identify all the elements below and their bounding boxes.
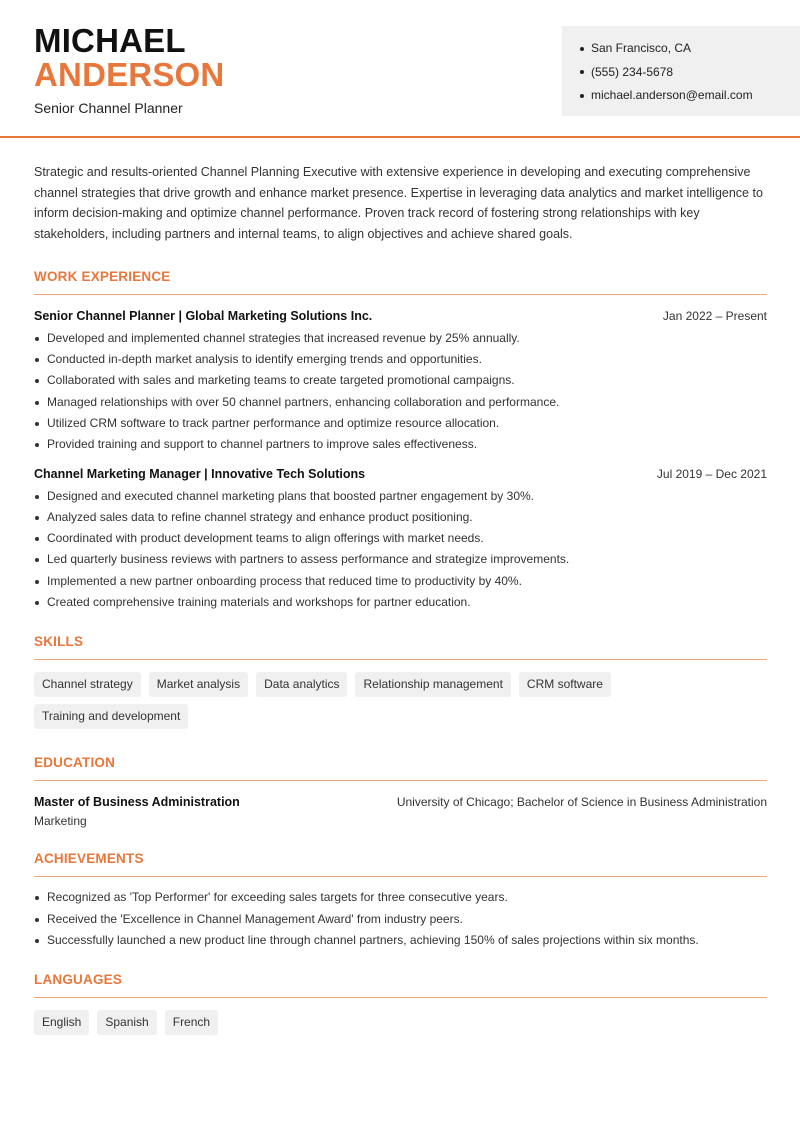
school: University of Chicago; Bachelor of Science in Business Administration <box>396 795 767 810</box>
list-item: Designed and executed channel marketing plans that boosted partner engagement by 30%. <box>34 486 767 507</box>
job-entry <box>34 309 767 456</box>
list-item: Developed and implemented channel strategies that increased revenue by 25% annually. <box>34 328 767 349</box>
job-dates: Jan 2022 – Present <box>662 308 767 323</box>
contact-location: San Francisco, CA <box>580 37 800 61</box>
list-item: Provided training and support to channel partners to improve sales effectiveness. <box>34 434 767 455</box>
skill-chip: Relationship management <box>355 672 510 697</box>
education-entry <box>34 795 767 828</box>
education-section <box>34 755 767 828</box>
skill-chip: Channel strategy <box>34 672 141 697</box>
list-item: Coordinated with product development teams to align offerings with market needs. <box>34 528 767 549</box>
job-role: Channel Marketing Manager | Innovative Tech Solutions <box>34 466 366 481</box>
section-title-achievements: ACHIEVEMENTS <box>34 851 767 877</box>
language-chip: English <box>34 1010 89 1035</box>
list-item: Created comprehensive training materials and workshops for partner education. <box>34 592 767 613</box>
list-item: Successfully launched a new product line through channel partners, achieving 150% of sales projections within six months. <box>34 930 767 951</box>
list-item: Analyzed sales data to refine channel strategy and enhance product positioning. <box>34 507 767 528</box>
job-role: Senior Channel Planner | Global Marketing Solutions Inc. <box>34 308 373 323</box>
job-title: Senior Channel Planner <box>34 100 183 116</box>
first-name: MICHAEL <box>34 22 186 59</box>
bullet-icon <box>580 70 584 74</box>
skill-chip: CRM software <box>519 672 611 697</box>
summary: Strategic and results-oriented Channel Planning Executive with extensive experience in developing and executing comprehensive channel strategies that drive growth and enhance market presence. Expertise in leveraging data analytics and market intelligence to inform decision-making and optimize channel performance. Proven track record of fostering strong relationships with key stakeholders, including partners and internal teams, to align objectives and achieve shared goals. <box>34 165 763 242</box>
contact-email: michael.anderson@email.com <box>580 84 800 108</box>
resume-header <box>0 0 800 138</box>
list-item: Managed relationships with over 50 channel partners, enhancing collaboration and performance. <box>34 392 767 413</box>
field-of-study: Marketing <box>34 814 87 829</box>
skill-chip: Data analytics <box>256 672 347 697</box>
list-item: Utilized CRM software to track partner performance and optimize resource allocation. <box>34 413 767 434</box>
degree: Master of Business Administration <box>34 795 240 810</box>
achievements-section <box>34 851 767 951</box>
skill-chip: Training and development <box>34 704 188 729</box>
work-section <box>34 269 767 614</box>
skills-list <box>34 672 767 736</box>
skills-section <box>34 634 767 736</box>
bullet-icon <box>580 47 584 51</box>
list-item: Led quarterly business reviews with partners to assess performance and strategize improvements. <box>34 549 767 570</box>
list-item: Recognized as 'Top Performer' for exceeding sales targets for three consecutive years. <box>34 887 767 908</box>
bullet-icon <box>580 94 584 98</box>
job-entry <box>34 467 767 614</box>
resume-body <box>34 162 767 1042</box>
job-bullets <box>34 486 767 614</box>
section-title-languages: LANGUAGES <box>34 972 767 998</box>
language-chip: French <box>165 1010 218 1035</box>
achievements-list <box>34 887 767 951</box>
last-name: ANDERSON <box>34 56 225 93</box>
contact-phone: (555) 234-5678 <box>580 61 800 85</box>
section-title-skills: SKILLS <box>34 634 767 660</box>
skill-chip: Market analysis <box>149 672 248 697</box>
list-item: Received the 'Excellence in Channel Management Award' from industry peers. <box>34 909 767 930</box>
section-title-education: EDUCATION <box>34 755 767 781</box>
job-bullets <box>34 328 767 456</box>
section-title-work: WORK EXPERIENCE <box>34 269 767 295</box>
list-item: Conducted in-depth market analysis to identify emerging trends and opportunities. <box>34 349 767 370</box>
contact-box <box>562 26 800 116</box>
job-dates: Jul 2019 – Dec 2021 <box>656 466 767 481</box>
list-item: Implemented a new partner onboarding process that reduced time to productivity by 40%. <box>34 571 767 592</box>
languages-list <box>34 1010 767 1042</box>
list-item: Collaborated with sales and marketing teams to create targeted promotional campaigns. <box>34 370 767 391</box>
language-chip: Spanish <box>97 1010 156 1035</box>
languages-section <box>34 972 767 1042</box>
